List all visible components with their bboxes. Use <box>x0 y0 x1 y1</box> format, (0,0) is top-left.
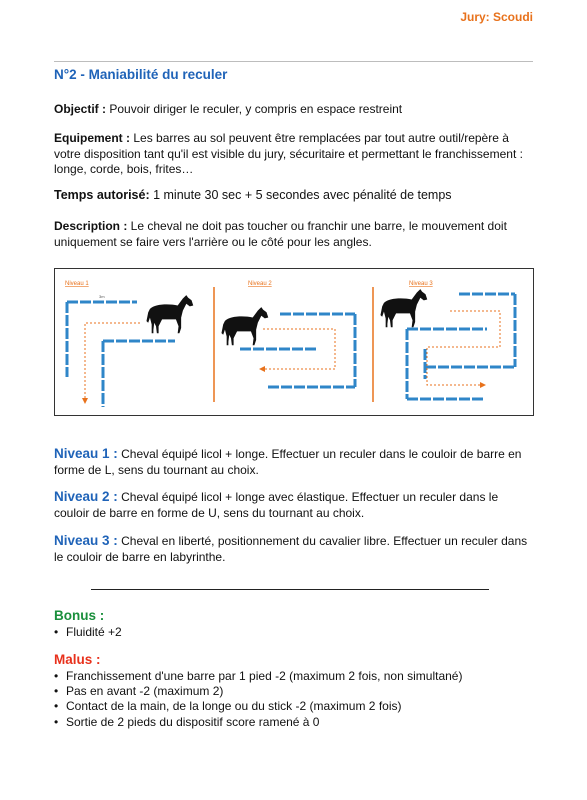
panel-1-label: Niveau 1 <box>65 281 89 287</box>
description-text: Le cheval ne doit pas toucher ou franchir une barre, le mouvement doit uniquement se faire vers l'arrière ou le côté pour les angles. <box>54 219 507 249</box>
niveau-2-text: Cheval équipé licol + longe avec élastique. Effectuer un reculer dans le couloir de barre en forme de U, sens du tournant au choix. <box>54 490 499 520</box>
malus-item: • Contact de la main, de la longe ou du stick -2 (maximum 2 fois) <box>54 699 462 714</box>
horse-icon <box>146 295 193 333</box>
equipement-label: Equipement : <box>54 131 131 145</box>
panel-niveau-2 <box>221 281 373 402</box>
temps-label: Temps autorisé: <box>54 188 150 202</box>
temps-paragraph <box>54 188 534 204</box>
objectif-label: Objectif : <box>54 102 107 116</box>
bonus-item: • Fluidité +2 <box>54 625 122 640</box>
niveau-1-paragraph <box>54 446 534 478</box>
measure-label: 3m <box>99 294 105 299</box>
panel-niveau-3 <box>380 281 515 399</box>
panel-niveau-1 <box>65 281 214 407</box>
niveau-1-label: Niveau 1 : <box>54 446 118 461</box>
bonus-list <box>54 625 122 640</box>
jury-label: Jury: Scoudi <box>460 10 533 24</box>
niveau-3-label: Niveau 3 : <box>54 533 118 548</box>
panel-2-label: Niveau 2 <box>248 281 272 287</box>
horse-icon <box>380 289 427 327</box>
description-label: Description : <box>54 219 128 233</box>
niveau-3-paragraph <box>54 533 534 565</box>
niveau-2-paragraph <box>54 489 534 521</box>
niveau-2-label: Niveau 2 : <box>54 489 118 504</box>
header-divider <box>54 61 533 62</box>
equipement-paragraph <box>54 131 534 178</box>
niveau-3-text: Cheval en liberté, positionnement du cavalier libre. Effectuer un reculer dans le couloir de barre en labyrinthe. <box>54 534 528 564</box>
malus-list <box>54 669 462 730</box>
objectif-paragraph <box>54 102 534 118</box>
malus-title: Malus : <box>54 652 101 667</box>
diagram-svg <box>55 269 533 415</box>
malus-item: • Sortie de 2 pieds du dispositif score ramené à 0 <box>54 715 462 730</box>
objectif-text: Pouvoir diriger le reculer, y compris en espace restreint <box>106 102 403 116</box>
page-title: N°2 - Maniabilité du reculer <box>54 67 228 82</box>
description-paragraph <box>54 219 534 250</box>
section-divider <box>91 589 489 590</box>
bonus-title: Bonus : <box>54 608 105 623</box>
niveau-1-text: Cheval équipé licol + longe. Effectuer un reculer dans le couloir de barre en forme de L, sens du tournant au choix. <box>54 447 522 477</box>
exercise-diagram <box>54 268 534 416</box>
equipement-text: Les barres au sol peuvent être remplacées par tout autre outil/repère à votre disposition tant qu'il est visible du jury, sécuritaire et permettant le franchissement : longe, corde, bois, frites… <box>54 131 523 176</box>
malus-item: • Franchissement d'une barre par 1 pied -2 (maximum 2 fois, non simultané) <box>54 669 462 684</box>
temps-text: 1 minute 30 sec + 5 secondes avec pénalité de temps <box>149 188 452 202</box>
malus-item: • Pas en avant -2 (maximum 2) <box>54 684 462 699</box>
horse-icon <box>221 307 268 345</box>
panel-3-label: Niveau 3 <box>409 281 433 287</box>
